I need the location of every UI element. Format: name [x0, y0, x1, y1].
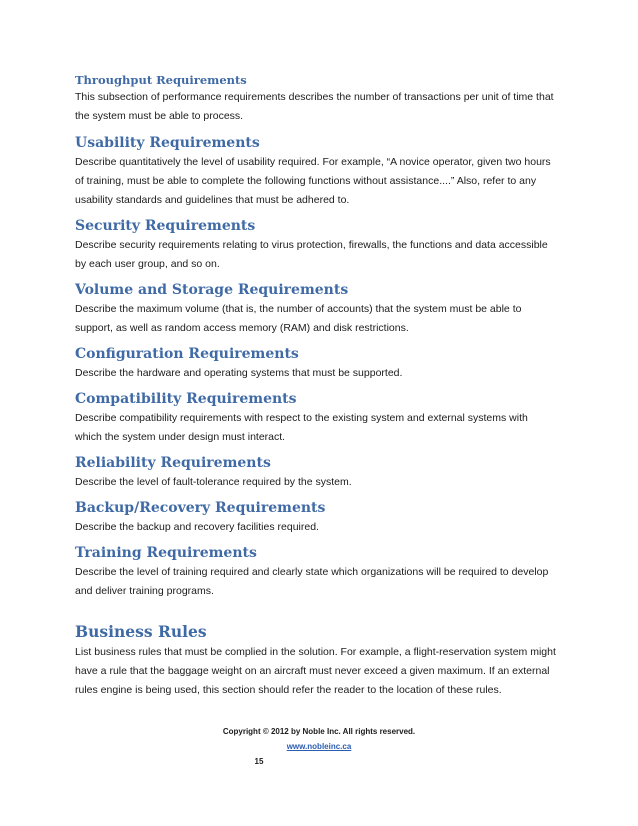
section-reliability	[75, 453, 575, 492]
body-line: have a rule that the baggage weight on an aircraft must never exceed a given maximum. If an external	[75, 665, 550, 677]
page-footer	[0, 724, 638, 769]
section-body	[75, 88, 575, 126]
section-compatibility	[75, 389, 575, 447]
section-heading: Security Requirements	[75, 218, 256, 234]
body-line: Describe compatibility requirements with respect to the existing system and external systems with	[75, 412, 528, 424]
section-throughput	[75, 72, 575, 126]
copyright-notice: Copyright © 2012 by Noble Inc. All rights reserved.	[222, 727, 416, 736]
section-training	[75, 543, 575, 601]
section-heading: Configuration Requirements	[75, 346, 299, 362]
section-heading: Throughput Requirements	[75, 73, 247, 87]
section-heading: Training Requirements	[75, 545, 257, 561]
body-line: Describe the backup and recovery facilities required.	[75, 521, 319, 533]
body-line: usability standards and guidelines that must be adhered to.	[75, 194, 350, 206]
section-heading: Business Rules	[75, 622, 207, 641]
body-line: Describe quantitatively the level of usability required. For example, “A novice operator, given two hours	[75, 156, 551, 168]
website-link[interactable]: www.nobleinc.ca	[286, 742, 352, 751]
body-line: and deliver training programs.	[75, 585, 214, 597]
section-body	[75, 409, 575, 447]
section-body	[75, 518, 575, 537]
section-heading: Compatibility Requirements	[75, 391, 297, 407]
section-security	[75, 216, 575, 274]
body-line: by each user group, and so on.	[75, 258, 220, 270]
section-body	[75, 643, 575, 700]
body-line: This subsection of performance requirements describes the number of transactions per unit of time that	[75, 91, 554, 103]
section-heading: Backup/Recovery Requirements	[75, 500, 326, 516]
page-content	[75, 72, 575, 700]
section-backup-recovery	[75, 498, 575, 537]
page-number: 15	[254, 757, 264, 766]
body-line: the system must be able to process.	[75, 110, 244, 122]
section-body	[75, 563, 575, 601]
body-line: Describe the maximum volume (that is, the number of accounts) that the system must be able to	[75, 303, 522, 315]
section-business-rules	[75, 621, 575, 700]
body-line: List business rules that must be complied in the solution. For example, a flight-reservation system might	[75, 646, 556, 658]
section-heading: Volume and Storage Requirements	[75, 282, 349, 298]
section-body	[75, 300, 575, 338]
body-line: Describe security requirements relating to virus protection, firewalls, the functions and data accessible	[75, 239, 548, 251]
section-body	[75, 364, 575, 383]
section-body	[75, 153, 575, 210]
body-line: support, as well as random access memory (RAM) and disk restrictions.	[75, 322, 409, 334]
section-body	[75, 473, 575, 492]
body-line: Describe the hardware and operating systems that must be supported.	[75, 367, 403, 379]
section-volume-storage	[75, 280, 575, 338]
body-line: Describe the level of fault-tolerance required by the system.	[75, 476, 352, 488]
body-line: of training, must be able to complete the following functions without assistance....” Also, refer to any	[75, 175, 537, 187]
section-body	[75, 236, 575, 274]
body-line: which the system under design must interact.	[75, 431, 286, 443]
body-line: rules engine is being used, this section should refer the reader to the location of these rules.	[75, 684, 502, 696]
section-heading: Reliability Requirements	[75, 455, 271, 471]
section-heading: Usability Requirements	[75, 135, 260, 151]
section-usability	[75, 133, 575, 210]
body-line: Describe the level of training required and clearly state which organizations will be required to develop	[75, 566, 549, 578]
section-configuration	[75, 344, 575, 383]
